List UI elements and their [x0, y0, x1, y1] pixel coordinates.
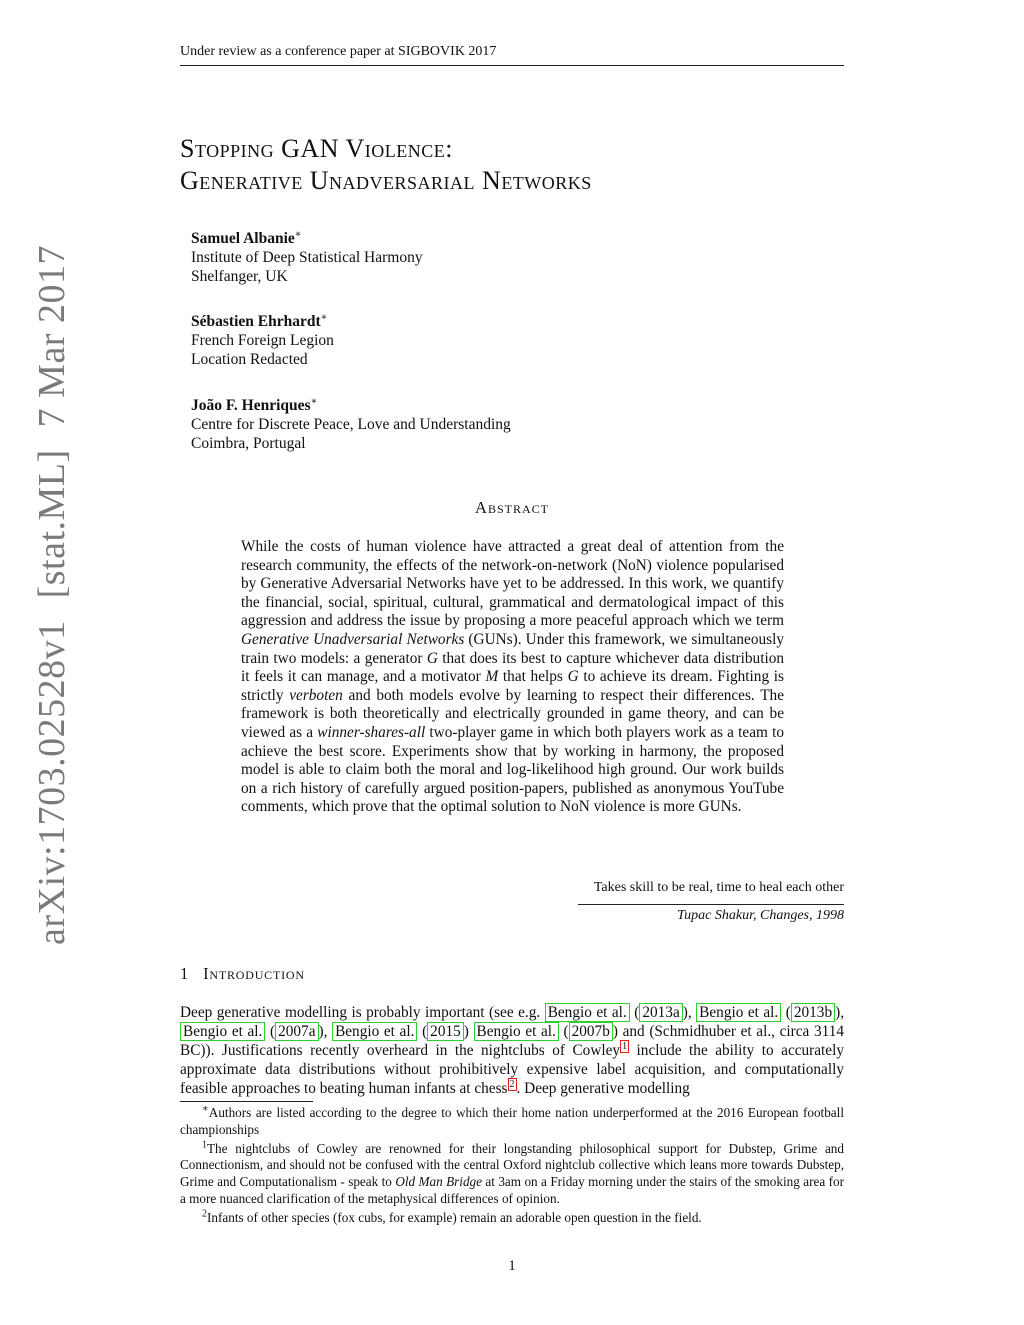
footnote-text: at 3am on a Friday morning under the stairs of the smoking area for a more nuanced clarification of the metaphysical differences of opinion. — [180, 1174, 844, 1206]
author-name: João F. Henriques — [191, 397, 311, 414]
running-header: Under review as a conference paper at SIGBOVIK 2017 — [180, 44, 844, 66]
citation-link[interactable]: 2015 — [427, 1022, 464, 1041]
math-symbol: G — [426, 649, 438, 667]
section-title: Introduction — [203, 964, 305, 983]
footnote-mark: ∗ — [202, 1103, 209, 1115]
author-affiliation: Centre for Discrete Peace, Love and Understanding — [191, 416, 511, 433]
citation-link[interactable]: Bengio et al. — [696, 1003, 781, 1022]
author-block — [191, 229, 423, 286]
epigraph-source: Tupac Shakur, Changes, 1998 — [578, 904, 844, 924]
intro-text: and (Schmidhuber et al., circa 3114 BC)). Justifications recently overheard in the nightclubs of Cowley — [180, 1023, 845, 1059]
abstract-text: that does its best to capture whichever data distribution it feels it can manage, and a motivator — [241, 649, 784, 686]
footnote-text: Authors are listed according to the degree to which their home nation underperformed at the 2016 European football championships — [180, 1105, 844, 1137]
math-symbol: M — [485, 668, 499, 686]
abstract-text: two-player game in which both players work as a team to achieve the best score. Experiments show that by working in harmony, the proposed model is able to claim both the moral and log-likelihood high ground. Our work builds on a rich history of carefully argued position-papers, published as anonymous YouTube comments, which prove that the optimal solution to NoN violence is more GUNs. — [241, 723, 784, 816]
footnote-1 — [180, 1141, 844, 1208]
author-location: Location Redacted — [191, 351, 308, 368]
author-mark: ∗ — [310, 395, 318, 407]
intro-text: Deep generative modelling is probably important (see e.g. — [180, 1004, 545, 1021]
footnote-mark: 2 — [202, 1208, 207, 1220]
citation-link[interactable]: Bengio et al. — [474, 1022, 559, 1041]
intro-text: . Deep generative modelling — [516, 1080, 690, 1097]
epigraph-text: Takes skill to be real, time to heal each other — [593, 880, 844, 895]
citation-link[interactable]: 2013a — [639, 1003, 682, 1022]
footnote-divider — [180, 1101, 313, 1102]
arxiv-id: arXiv:1703.02528v1 — [31, 620, 73, 945]
footnote-emphasis: Old Man Bridge — [395, 1174, 482, 1190]
abstract-text: While the costs of human violence have attracted a great deal of attention from the research community, the effects of the network-on-network (NoN) violence popularised by Generative Adversarial Networks have yet to be addressed. In this work, we quantify the financial, social, spiritual, cultural, grammatical and dermatological impact of this aggression and address the issue by proposing a more peaceful approach which we term — [241, 538, 784, 630]
citation-link[interactable]: 2007a — [275, 1022, 318, 1041]
footnote-2 — [180, 1210, 844, 1227]
author-mark: ∗ — [294, 228, 302, 240]
arxiv-watermark — [30, 245, 74, 945]
paper-title — [180, 133, 592, 197]
citation-link[interactable]: Bengio et al. — [545, 1003, 630, 1022]
author-name: Sébastien Ehrhardt — [191, 313, 321, 330]
epigraph — [560, 880, 844, 924]
section-heading — [180, 964, 305, 984]
author-block — [191, 396, 511, 453]
author-location: Coimbra, Portugal — [191, 435, 306, 452]
citation-link[interactable]: Bengio et al. — [332, 1022, 417, 1041]
footnote-author-order — [180, 1105, 844, 1139]
abstract-text: (GUNs). Under this framework, we simultaneously train two models: a generator — [241, 630, 784, 667]
footnote-link-2[interactable]: 2 — [509, 1078, 515, 1090]
math-symbol: G — [567, 668, 579, 686]
intro-text: include the ability to accurately approximate data distributions without prohibitively expensive label acquisition, and computationally feasible approaches to beating human infants at chess — [180, 1042, 844, 1097]
abstract-emphasis: winner-shares-all — [317, 723, 426, 741]
author-name: Samuel Albanie — [191, 230, 295, 247]
footnote-text: Infants of other species (fox cubs, for example) remain an adorable open question in the field. — [207, 1209, 702, 1225]
page-number: 1 — [508, 1258, 516, 1274]
citation-link[interactable]: 2013b — [791, 1003, 835, 1022]
abstract-heading: Abstract — [475, 498, 549, 517]
footnote-text: The nightclubs of Cowley are renowned for their longstanding philosophical support for Dubstep, Grime and Connectionism, and should not be confused with the central Oxford nightclub collective which leans more towards Dubstep, Grime and Computationalism - speak to — [180, 1140, 844, 1190]
citation-link[interactable]: 2007b — [569, 1022, 613, 1041]
abstract-text: to achieve its dream. Fighting is strictly — [241, 668, 784, 704]
abstract-text: that helps — [498, 668, 568, 686]
arxiv-category: [stat.ML] — [31, 449, 73, 599]
title-line-2: Generative Unadversarial Networks — [180, 166, 592, 195]
arxiv-date: 7 Mar 2017 — [31, 245, 73, 428]
footnote-mark: 1 — [202, 1139, 207, 1151]
author-location: Shelfanger, UK — [191, 268, 288, 285]
abstract-emphasis: Generative Unadversarial Networks — [241, 630, 465, 648]
author-block — [191, 312, 334, 369]
abstract-body — [241, 538, 784, 817]
section-number: 1 — [180, 964, 190, 983]
author-mark: ∗ — [320, 311, 328, 323]
footnote-link-1[interactable]: 1 — [622, 1040, 628, 1052]
citation-link[interactable]: Bengio et al. — [180, 1022, 265, 1041]
footnotes — [180, 1105, 844, 1227]
title-line-1: Stopping GAN Violence: — [180, 134, 453, 163]
abstract-text: and both models evolve by learning to respect their differences. The framework is both theoretically and electrically grounded in game theory, and can be viewed as a — [241, 686, 784, 741]
intro-paragraph: Deep generative modelling is probably important (see e.g. Bengio et al. ( 2013a ), Bengio et al. ( 2013b ), Bengio et al. ( 2007a ), Bengio et al. ( 2015 ) Bengio et al. ( 2007b ) and (Schmidhuber et al., circa 3114 BC)). Justifications recently overheard in the nightclubs of Cowley $^1$ include the ability to accurately approximate data distributions without prohibitively expensive label acquisition, and computationally feasible approaches to beating human infants at chess $^2$ . Deep generative modelling — [180, 1004, 845, 1097]
abstract-emphasis: verboten — [289, 686, 343, 704]
author-affiliation: Institute of Deep Statistical Harmony — [191, 249, 423, 266]
author-affiliation: French Foreign Legion — [191, 332, 334, 349]
